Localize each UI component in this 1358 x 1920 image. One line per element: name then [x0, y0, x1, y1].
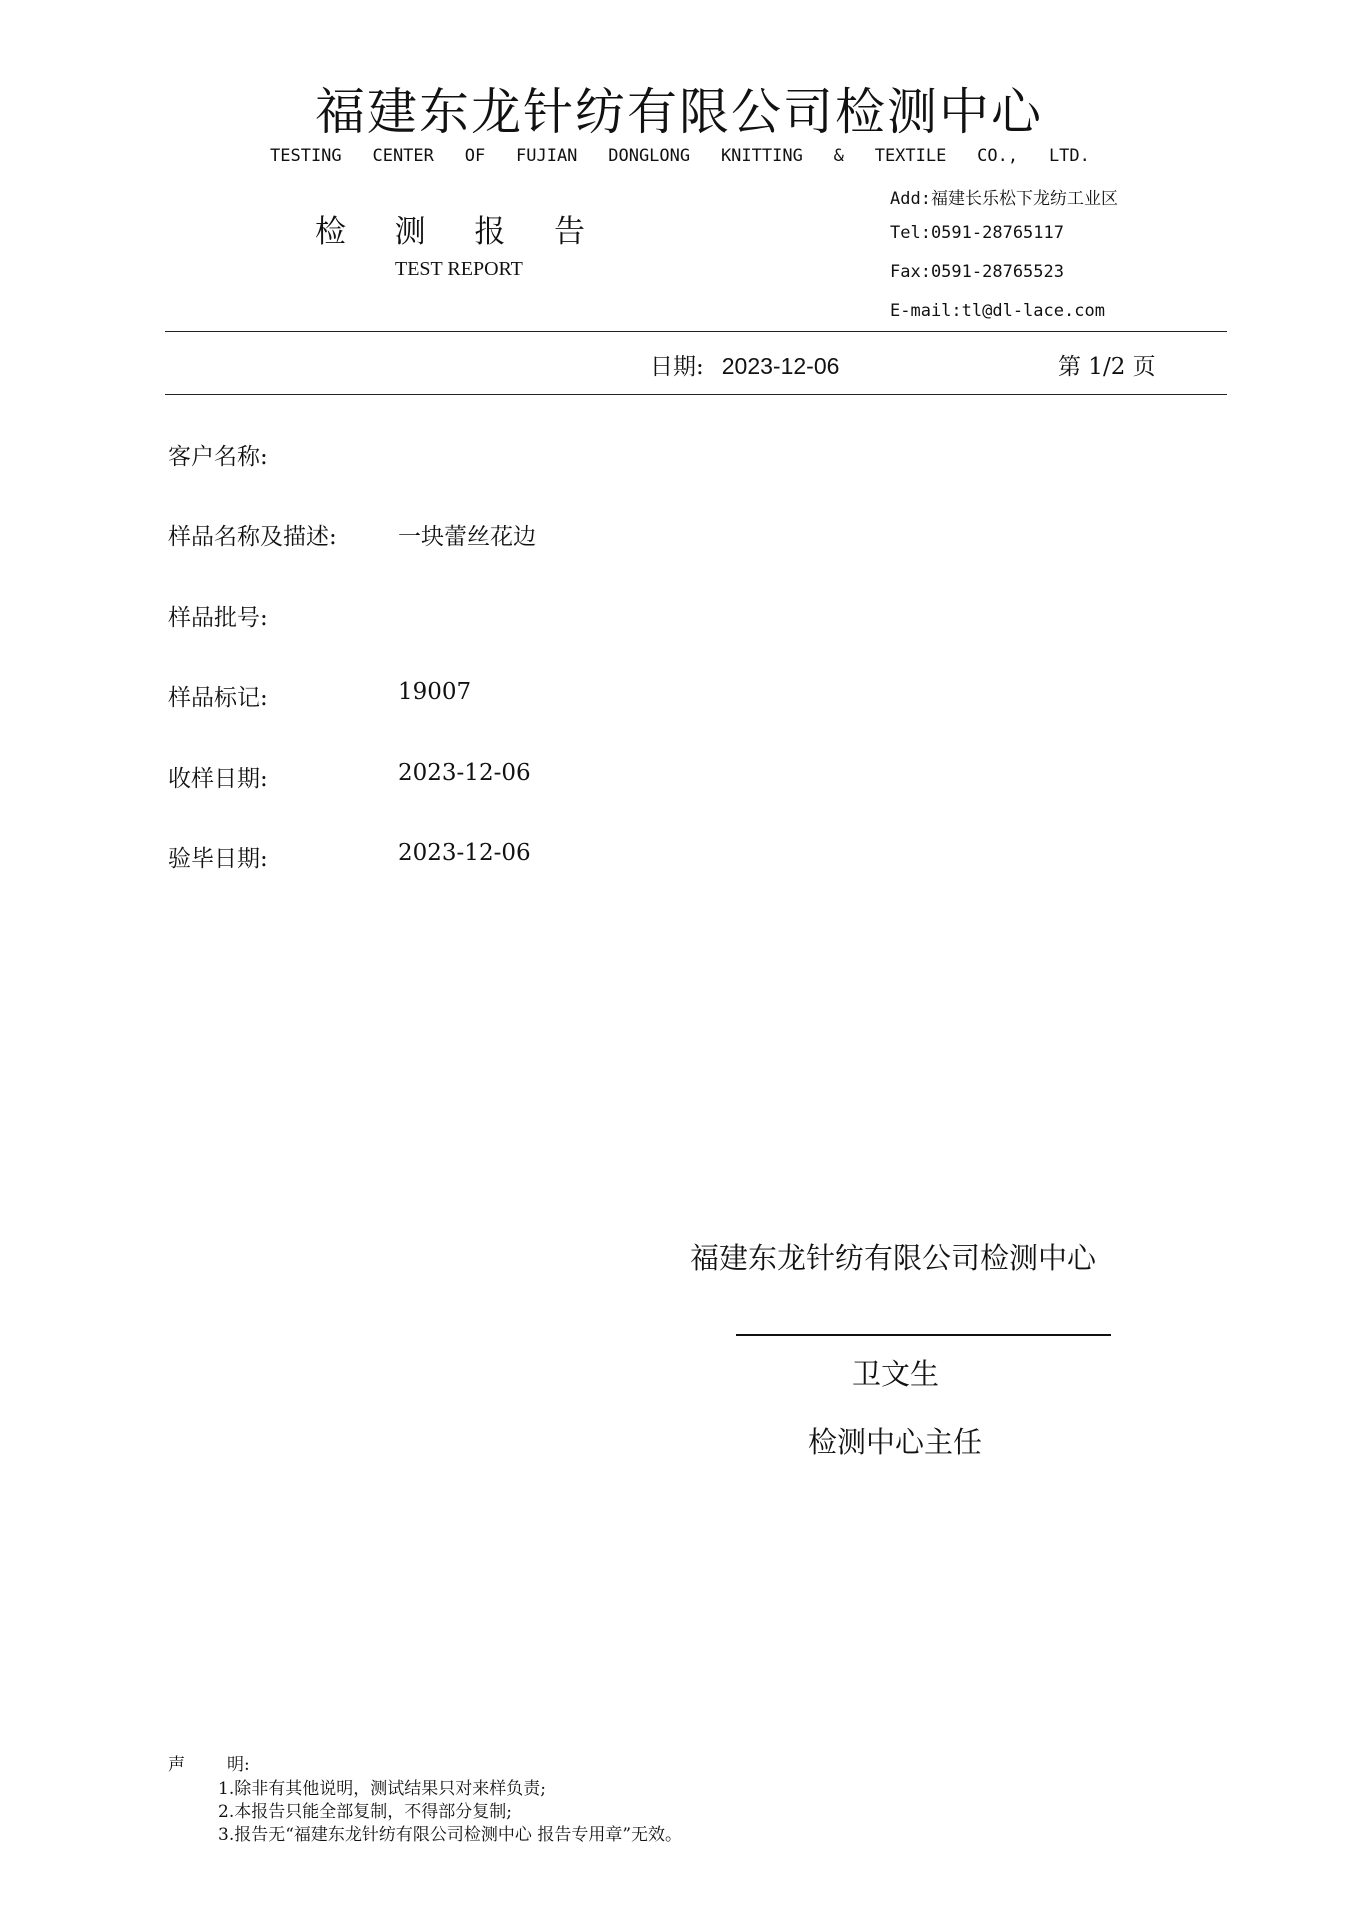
- field-label-sample-name: 样品名称及描述:: [168, 524, 337, 550]
- notice-item: 1.除非有其他说明，测试结果只对来样负责;: [218, 1779, 546, 1799]
- field-label-received: 收样日期:: [168, 766, 268, 792]
- meta-divider: [165, 394, 1227, 395]
- title-en-word: &: [833, 146, 844, 166]
- title-en-word: OF: [464, 146, 486, 166]
- title-en-word: DONGLONG: [608, 146, 691, 166]
- field-label-completed: 验毕日期:: [168, 846, 268, 872]
- notice-item: 3.报告无“福建东龙针纺有限公司检测中心 报告专用章”无效。: [218, 1825, 683, 1845]
- page-indicator: 第 1/2 页: [1058, 354, 1156, 380]
- title-en-word: FUJIAN: [516, 146, 578, 166]
- field-label-batch: 样品批号:: [168, 605, 268, 631]
- contact-email: E-mail:tl@dl-lace.com: [890, 301, 1105, 321]
- header-divider: [165, 331, 1227, 332]
- field-value-received: 2023-12-06: [398, 760, 531, 786]
- report-title-char: 报: [474, 214, 506, 250]
- signature-name: 卫文生: [852, 1357, 940, 1391]
- title-en-word: LTD.: [1048, 146, 1090, 166]
- company-title-cn: 福建东龙针纺有限公司检测中心: [315, 83, 1043, 141]
- signature-company: 福建东龙针纺有限公司检测中心: [690, 1241, 1097, 1275]
- report-title-cn: [315, 206, 585, 251]
- signature-title: 检测中心主任: [808, 1425, 983, 1459]
- title-en-word: KNITTING: [720, 146, 803, 166]
- field-label-client: 客户名称:: [168, 444, 268, 470]
- report-title-char: 测: [394, 214, 426, 250]
- notice-item: 2.本报告只能全部复制，不得部分复制;: [218, 1802, 512, 1822]
- field-value-mark: 19007: [398, 679, 472, 705]
- title-en-word: CENTER: [372, 146, 434, 166]
- signature-line: [736, 1334, 1111, 1336]
- notice-heading-right: 明:: [227, 1755, 250, 1775]
- title-en-word: TEXTILE: [874, 146, 947, 166]
- contact-tel: Tel:0591-28765117: [890, 223, 1064, 243]
- report-date-label: 日期:: [650, 354, 704, 380]
- contact-fax: Fax:0591-28765523: [890, 262, 1064, 282]
- report-date-value: 2023-12-06: [721, 353, 840, 379]
- report-title-en: TEST REPORT: [395, 258, 523, 280]
- field-value-completed: 2023-12-06: [398, 840, 531, 866]
- notice-heading-left: 声: [168, 1755, 185, 1775]
- contact-address: Add:福建长乐松下龙纺工业区: [890, 189, 1118, 209]
- report-title-char: 检: [315, 214, 346, 250]
- field-value-sample-name: 一块蕾丝花边: [398, 524, 536, 550]
- notice-heading: [168, 1750, 250, 1775]
- company-title-en: [270, 146, 1090, 166]
- title-en-word: TESTING: [270, 146, 342, 166]
- field-label-mark: 样品标记:: [168, 685, 268, 711]
- report-date: [650, 348, 839, 381]
- report-title-char: 告: [553, 214, 585, 250]
- title-en-word: CO.,: [977, 146, 1019, 166]
